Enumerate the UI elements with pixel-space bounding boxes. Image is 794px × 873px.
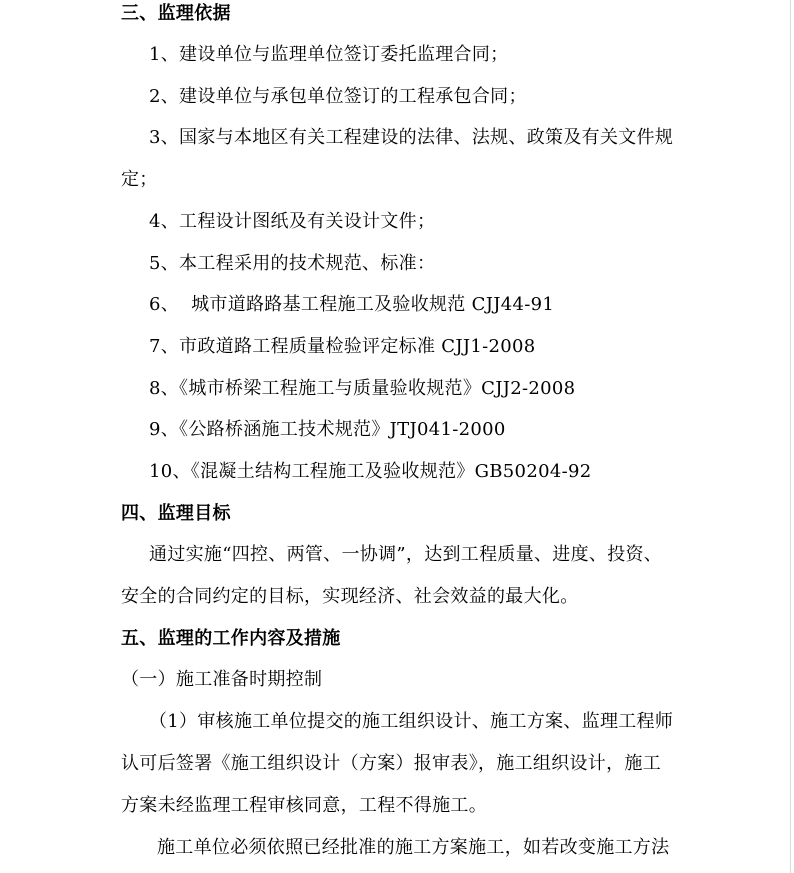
basis-item-1: 1、建设单位与监理单位签订委托监理合同； — [149, 44, 509, 65]
basis-item-5: 5、本工程采用的技术规范、标准： — [149, 253, 436, 274]
page-edge — [790, 0, 791, 873]
section-heading-3: 三、监理依据 — [121, 3, 231, 24]
section-heading-5: 五、监理的工作内容及措施 — [121, 628, 341, 649]
objective-line-2: 安全的合同约定的目标，实现经济、社会效益的最大化。 — [121, 586, 579, 607]
basis-item-2: 2、建设单位与承包单位签订的工程承包合同； — [149, 86, 527, 107]
para1-line-1: （1）审核施工单位提交的施工组织设计、施工方案、监理工程师 — [149, 711, 674, 732]
para2-line-1: 施工单位必须依照已经批准的施工方案施工，如若改变施工方法 — [157, 837, 670, 858]
basis-item-4: 4、工程设计图纸及有关设计文件； — [149, 211, 436, 232]
objective-line-1: 通过实施“四控、两管、一协调”，达到工程质量、进度、投资、 — [149, 544, 663, 565]
basis-item-3-cont: 定； — [121, 169, 158, 190]
section-heading-4: 四、监理目标 — [121, 503, 231, 524]
para1-line-3: 方案未经监理工程审核同意，工程不得施工。 — [121, 795, 487, 816]
basis-item-10: 10、《混凝土结构工程施工及验收规范》GB50204-92 — [149, 461, 592, 482]
subsection-heading-1: （一）施工准备时期控制 — [121, 669, 323, 690]
basis-item-8: 8、《城市桥梁工程施工与质量验收规范》CJJ2-2008 — [149, 378, 576, 399]
para1-line-2: 认可后签署《施工组织设计（方案）报审表》，施工组织设计，施工 — [121, 753, 661, 774]
basis-item-6: 6、 城市道路路基工程施工及验收规范 CJJ44-91 — [149, 294, 555, 315]
basis-item-9: 9、《公路桥涵施工技术规范》JTJ041-2000 — [149, 419, 506, 440]
basis-item-3: 3、国家与本地区有关工程建设的法律、法规、政策及有关文件规 — [149, 127, 674, 148]
basis-item-7: 7、市政道路工程质量检验评定标准 CJJ1-2008 — [149, 336, 536, 357]
